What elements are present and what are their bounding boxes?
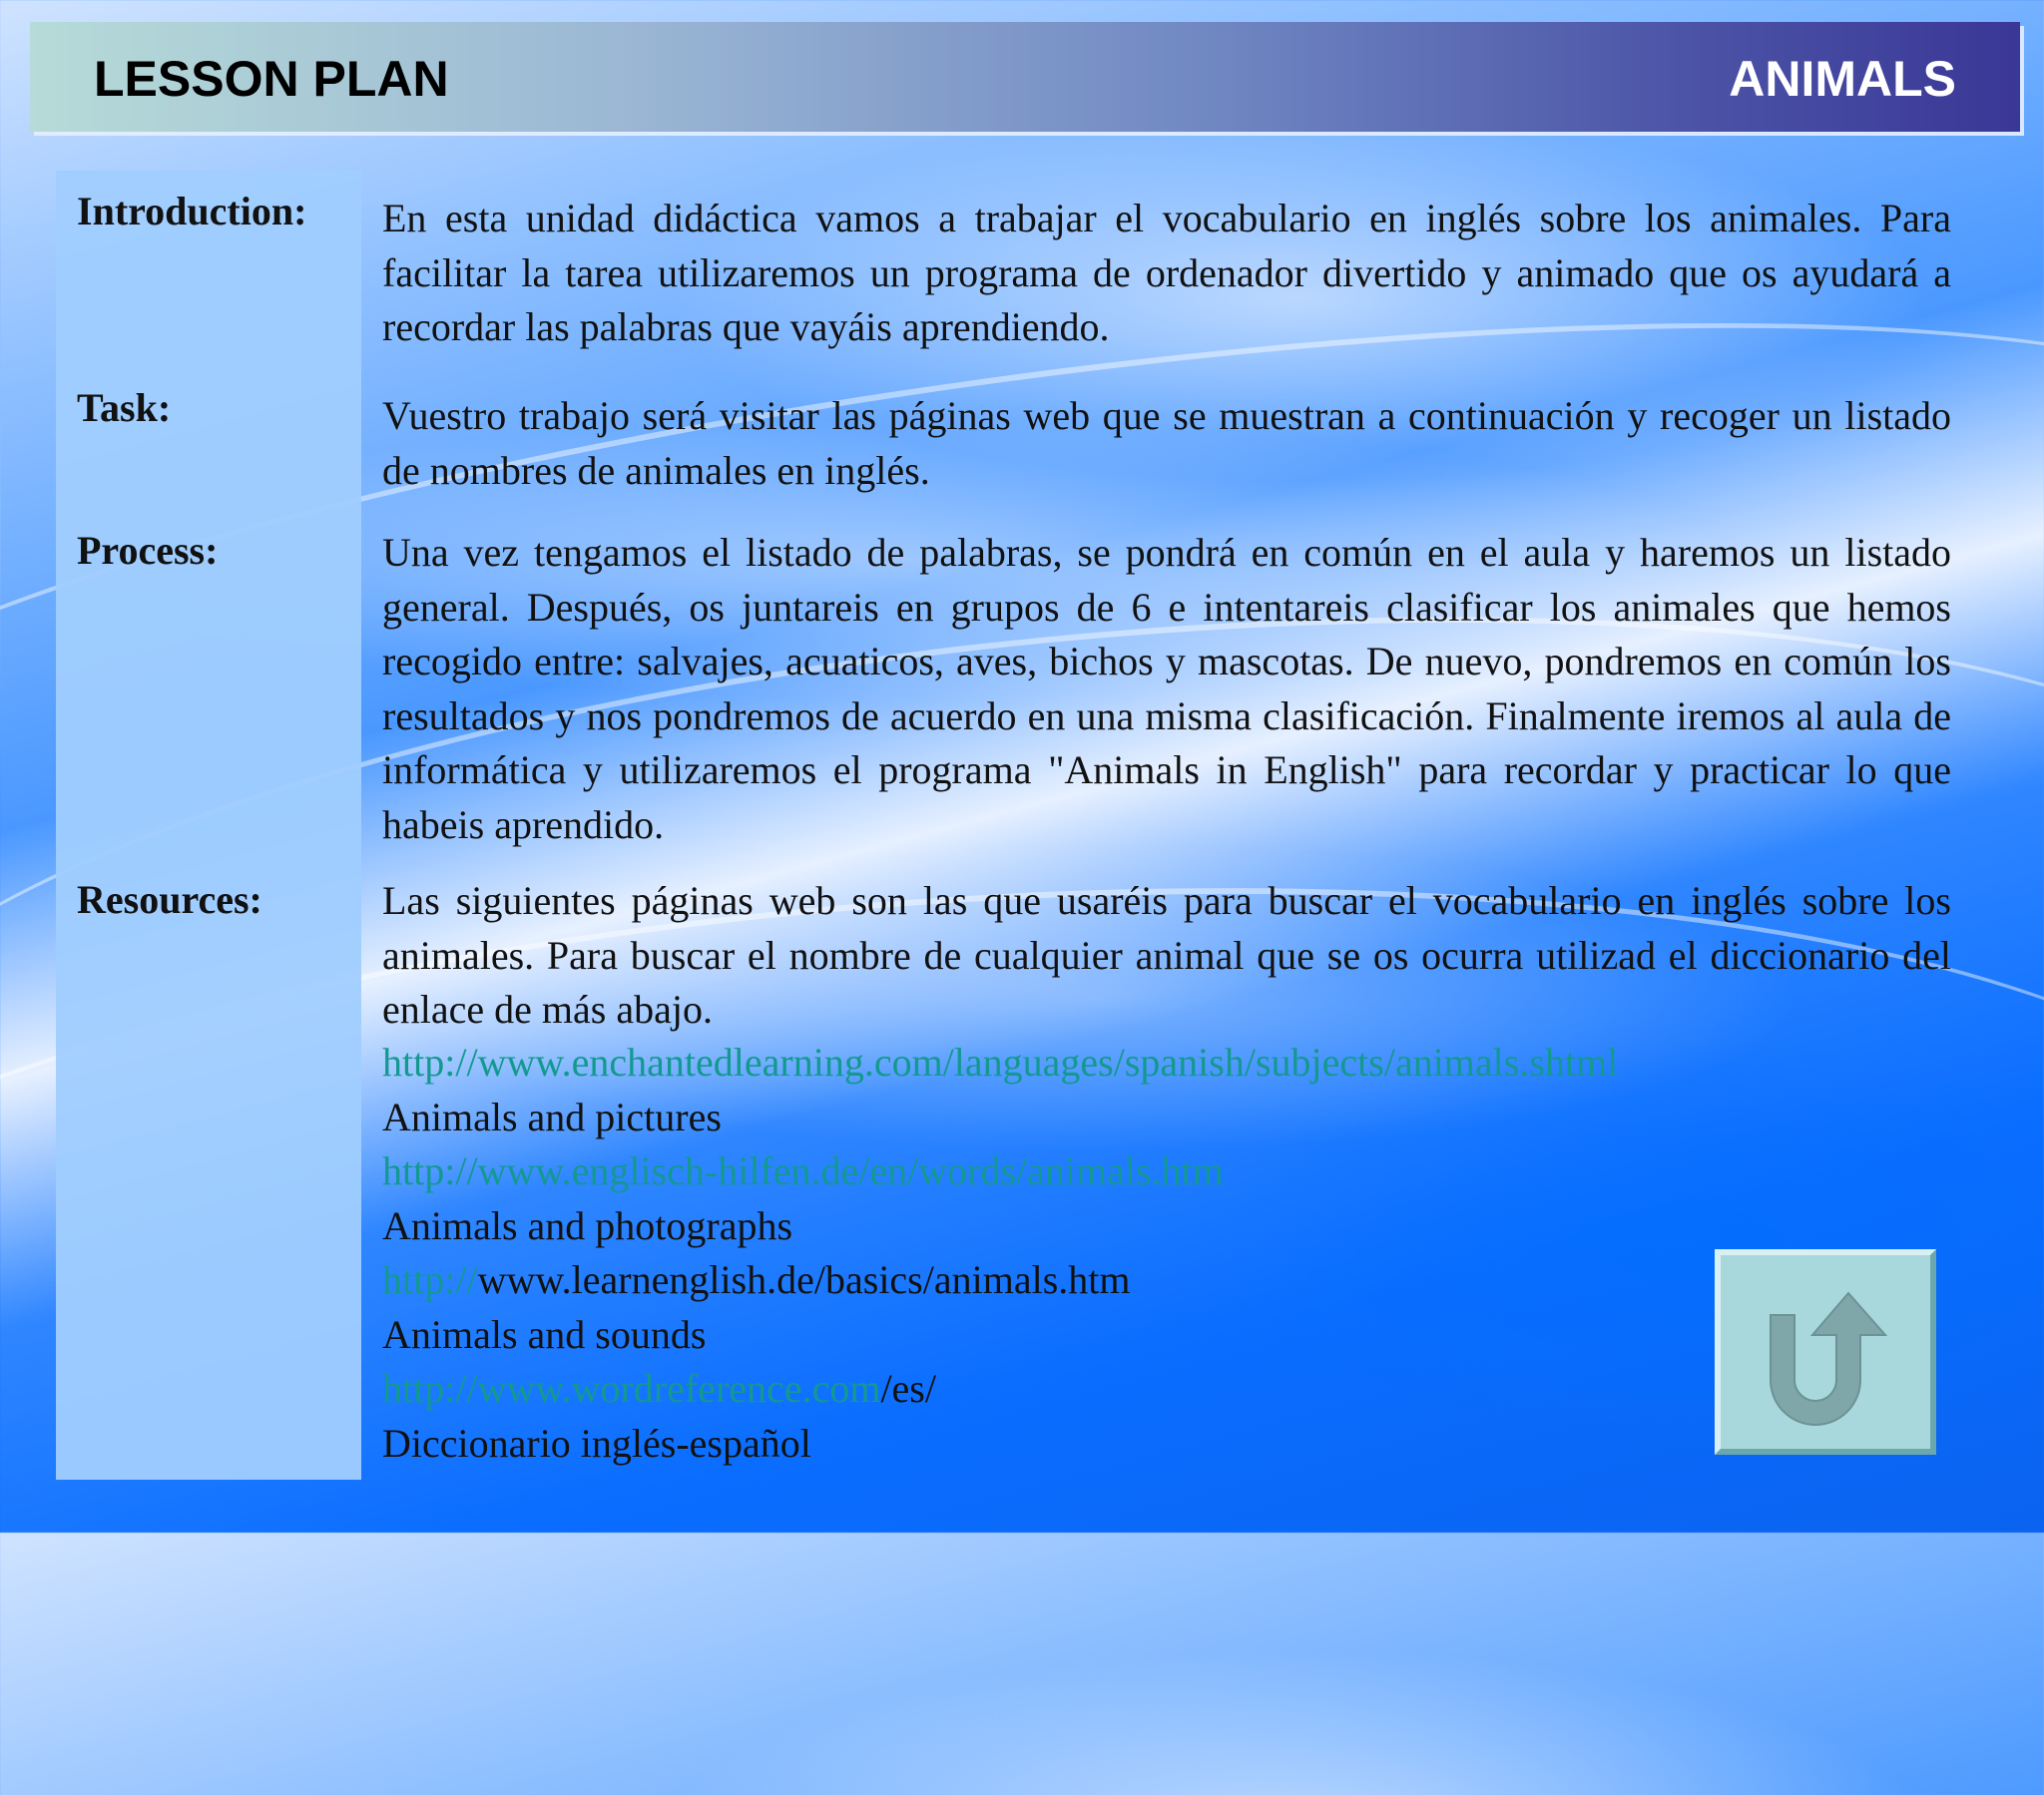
resource-link-englisch-hilfen[interactable]: http://www.englisch-hilfen.de/en/words/animals.htm bbox=[382, 1148, 1224, 1193]
resources-label: Resources: bbox=[77, 877, 262, 922]
resource-description: Diccionario inglés-español bbox=[382, 1420, 811, 1466]
resource-link-wordreference-path[interactable]: /es/ bbox=[880, 1366, 936, 1411]
resource-link-learnenglish-path[interactable]: www.learnenglish.de/basics/animals.htm bbox=[477, 1257, 1131, 1302]
resources-text: Las siguientes páginas web son las que usaréis para buscar el vocabulario en inglés sobre los animales. Para buscar el nombre de cualquier animal que se os ocurra utilizad el diccionario del enlace de más abajo. bbox=[382, 878, 1951, 1032]
task-label: Task: bbox=[77, 385, 172, 430]
introduction-label: Introduction: bbox=[77, 189, 307, 233]
topic-title: ANIMALS bbox=[1729, 51, 1956, 107]
introduction-text: En esta unidad didáctica vamos a trabajar el vocabulario en inglés sobre los animales. Para facilitar la tarea utilizaremos un programa de ordenador divertido y animado que os ayudará a recordar las palabras que vayáis aprendiendo. bbox=[382, 196, 1951, 349]
resource-link-row bbox=[382, 1036, 1959, 1091]
process-text: Una vez tengamos el listado de palabras, se pondrá en común en el aula y haremos un listado general. Después, os juntareis en grupos de 6 e intentareis clasificar los animales que hemos recogido entre: salvajes, acuaticos, aves, bichos y mascotas. De nuevo, pondremos en común los resultados y nos pondremos de acuerdo en una misma clasificación. Finalmente iremos al aula de informática y utilizaremos el programa "Animals in English" para recordar y practicar lo que habeis aprendido. bbox=[382, 530, 1951, 847]
resource-description: Animals and sounds bbox=[382, 1311, 707, 1357]
resource-link-row bbox=[382, 1144, 1959, 1199]
back-button[interactable] bbox=[1715, 1249, 1936, 1455]
resource-link-wordreference[interactable]: http://www.wordreference.com bbox=[382, 1366, 881, 1411]
section-label-column bbox=[56, 171, 361, 1480]
header-bar bbox=[30, 22, 2020, 132]
resource-description: Animals and photographs bbox=[382, 1202, 793, 1248]
process-label: Process: bbox=[77, 528, 219, 573]
resource-link-enchantedlearning[interactable]: http://www.enchantedlearning.com/languages/spanish/subjects/animals.shtml bbox=[382, 1040, 1619, 1085]
page-title: LESSON PLAN bbox=[94, 51, 449, 107]
resource-description: Animals and pictures bbox=[382, 1094, 722, 1139]
task-text: Vuestro trabajo será visitar las páginas web que se muestran a continuación y recoger un listado de nombres de animales en inglés. bbox=[382, 393, 1951, 493]
resource-link-learnenglish[interactable]: http:// bbox=[382, 1257, 478, 1302]
u-turn-arrow-icon bbox=[1751, 1275, 1900, 1435]
